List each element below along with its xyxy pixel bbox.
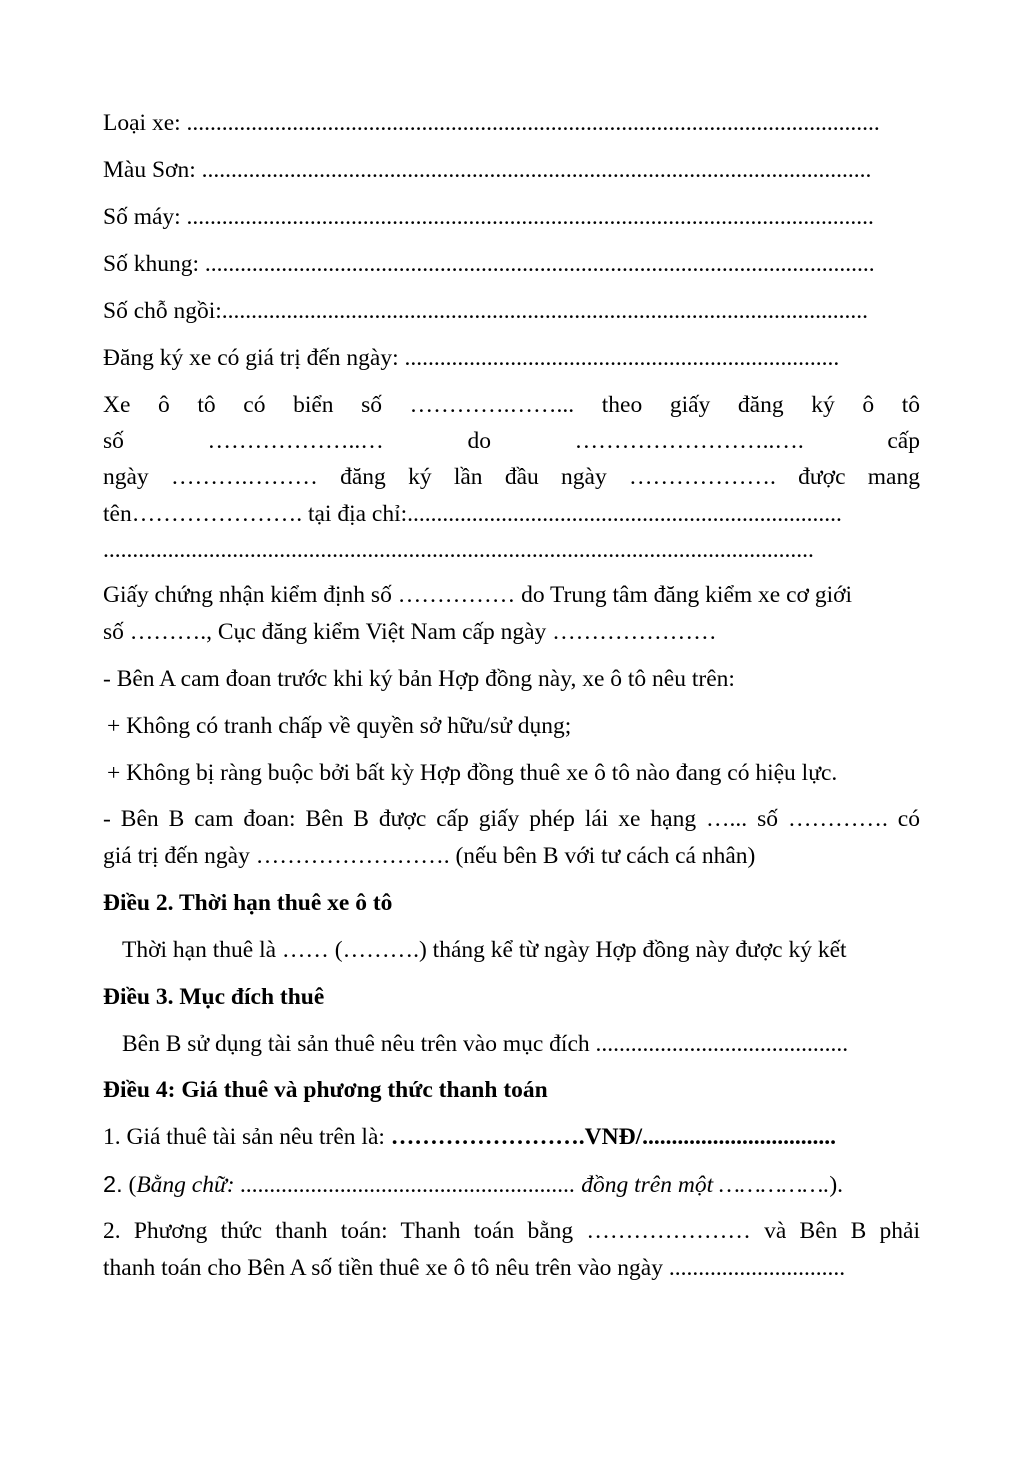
commitment-item-1: + Không có tranh chấp về quyền sở hữu/sử dụng; bbox=[107, 713, 572, 739]
plate-paragraph-line-2: số ………………..… do ……………………..…. cấp bbox=[103, 428, 920, 454]
plate-paragraph-line-1: Xe ô tô có biển số ………….……... theo giấy đăng ký ô tô bbox=[103, 392, 920, 418]
seat-count-line: Số chỗ ngồi:.............................................................................................................. bbox=[103, 298, 869, 324]
party-b-commitment-line-1: - Bên B cam đoan: Bên B được cấp giấy phép lái xe hạng …... số …………. có bbox=[103, 806, 920, 832]
rental-price-line bbox=[103, 1122, 920, 1152]
inspection-line-1: Giấy chứng nhận kiểm định số …………… do Trung tâm đăng kiểm xe cơ giới bbox=[103, 582, 853, 608]
price-in-words-close: ). bbox=[829, 1172, 844, 1198]
vehicle-type-line: Loại xe: ...................................................................................................................... bbox=[103, 110, 880, 136]
price-in-words-open: ( bbox=[122, 1172, 137, 1198]
party-a-commitment: - Bên A cam đoan trước khi ký bản Hợp đồng này, xe ô tô nêu trên: bbox=[103, 666, 735, 692]
plate-paragraph-line-3: ngày ……….……… đăng ký lần đầu ngày ………………. được mang bbox=[103, 464, 920, 490]
party-b-commitment-line-2: giá trị đến ngày ……………………. (nếu bên B với tư cách cá nhân) bbox=[103, 843, 756, 869]
price-in-words-label: Bằng chữ: ......................................................... bbox=[136, 1172, 582, 1198]
payment-method-line-1: 2. Phương thức thanh toán: Thanh toán bằng ………………… và Bên B phải bbox=[103, 1218, 920, 1244]
chassis-number-line: Số khung: .................................................................................................................. bbox=[103, 251, 875, 277]
article-4-heading: Điều 4: Giá thuê và phương thức thanh toán bbox=[103, 1077, 548, 1103]
article-2-text: Thời hạn thuê là …… (……….) tháng kể từ ngày Hợp đồng này được ký kết bbox=[122, 937, 847, 963]
article-2-heading: Điều 2. Thời hạn thuê xe ô tô bbox=[103, 890, 393, 916]
price-in-words-line bbox=[103, 1169, 920, 1200]
engine-number-line: Số máy: ..................................................................................................................... bbox=[103, 204, 874, 230]
price-in-words-number: 2. bbox=[103, 1171, 123, 1197]
plate-paragraph-line-5: ......................................................................................................................... bbox=[103, 537, 814, 563]
registration-validity-line: Đăng ký xe có giá trị đến ngày: .......................................................................... bbox=[103, 345, 840, 371]
payment-method-line-2: thanh toán cho Bên A số tiền thuê xe ô tô nêu trên vào ngày .............................. bbox=[103, 1255, 846, 1281]
price-in-words-unit: đồng trên một ……………. bbox=[581, 1172, 830, 1198]
article-3-heading: Điều 3. Mục đích thuê bbox=[103, 984, 325, 1010]
rental-price-value: …………………….VNĐ/................................. bbox=[390, 1124, 836, 1150]
commitment-item-2: + Không bị ràng buộc bởi bất kỳ Hợp đồng thuê xe ô tô nào đang có hiệu lực. bbox=[107, 760, 838, 786]
article-3-text: Bên B sử dụng tài sản thuê nêu trên vào mục đích ........................................... bbox=[122, 1031, 849, 1057]
paint-color-line: Màu Sơn: .................................................................................................................. bbox=[103, 157, 872, 183]
inspection-line-2: số ………., Cục đăng kiểm Việt Nam cấp ngày ………………… bbox=[103, 619, 717, 645]
rental-price-label: 1. Giá thuê tài sản nêu trên là: bbox=[103, 1124, 391, 1150]
plate-paragraph-line-4: tên…………………. tại địa chỉ:.......................................................................... bbox=[103, 501, 842, 527]
